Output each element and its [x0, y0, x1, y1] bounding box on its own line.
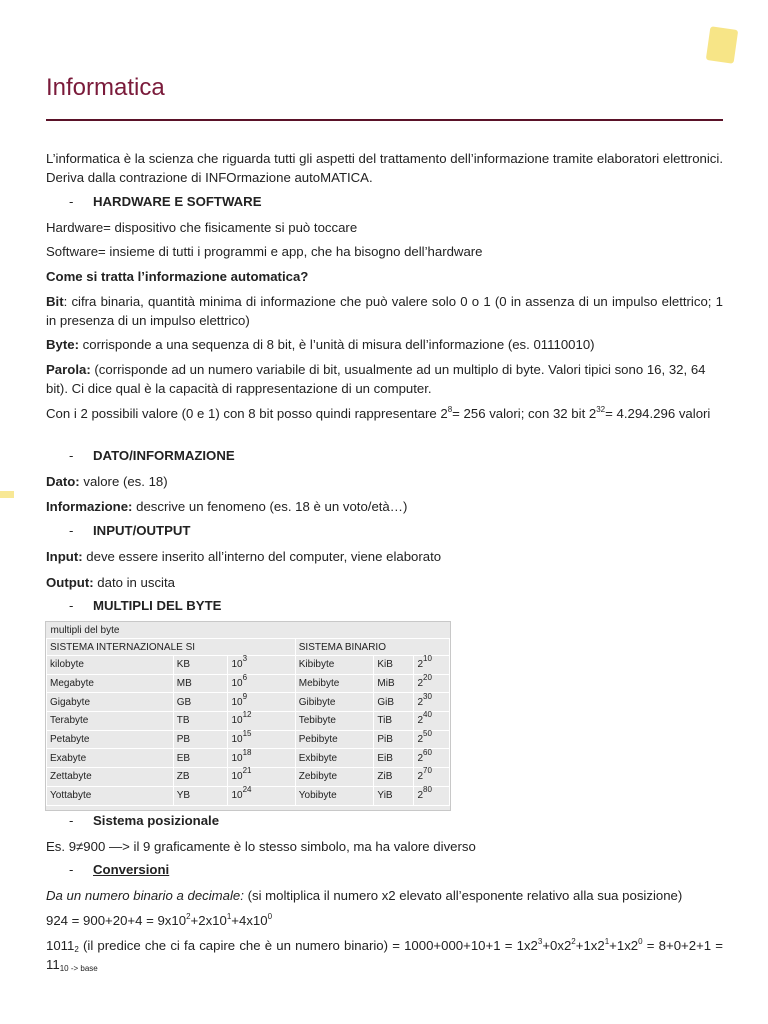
table-caption: multipli del byte — [50, 624, 120, 636]
binario-decimale-rule: Da un numero binario a decimale: (si moltiplica il numero x2 elevato all’esponente relativo alla sua posizione) — [46, 888, 683, 903]
table-row — [47, 749, 450, 768]
binary-unit-symbol: YiB — [374, 786, 414, 805]
unit-name: Megabyte — [47, 674, 174, 693]
byte-definition: Byte: corrisponde a una sequenza di 8 bit, è l’unità di misura dell’informazione (es. 01110010) — [46, 337, 595, 352]
binary-unit-symbol: KiB — [374, 656, 414, 675]
byte-multiples-table-image — [45, 621, 451, 811]
unit-name: Terabyte — [47, 712, 174, 731]
binary-unit-symbol: GiB — [374, 693, 414, 712]
equation-1011: $1011_2$ (il predice che ci fa capire che è un numero binario) = $1000+000+10+1 = 1x2^3+0x2^2+1x2^1+1x2^0 = 8+0+2+1 = 11_{10 -> base}$ — [46, 937, 723, 973]
unit-power: $10^{12}$ — [228, 712, 295, 731]
binary-unit-power: $2^{20}$ — [414, 674, 450, 693]
table-row — [47, 693, 450, 712]
heading-dato-informazione: DATO/INFORMAZIONE — [93, 448, 235, 463]
table-row — [47, 730, 450, 749]
unit-symbol: MB — [173, 674, 228, 693]
heading-multipli-byte: MULTIPLI DEL BYTE — [93, 598, 222, 613]
unit-symbol: PB — [173, 730, 228, 749]
table-row — [47, 786, 450, 805]
esempio-posizionale: Es. 9≠900 —> il 9 graficamente è lo stesso simbolo, ma ha valore diverso — [46, 839, 476, 854]
parola-definition: Parola: (corrisponde ad un numero variabile di bit, usualmente ad un multiplo di byte. Valori tipici sono 16, 32, 64 bit). Ci dice qual è la capacità di rappresentazione di un computer. — [46, 362, 706, 396]
binary-unit-power: $2^{10}$ — [414, 656, 450, 675]
page-title: Informatica — [46, 74, 165, 101]
binary-unit-symbol: EiB — [374, 749, 414, 768]
bullet-dash: - — [69, 813, 74, 828]
unit-name: Petabyte — [47, 730, 174, 749]
intro-paragraph: L’informatica è la scienza che riguarda tutti gli aspetti del trattamento dell’informazione tramite elaboratori elettronici. Deriva dalla contrazione di INFOrmazione autoMATICA. — [46, 151, 723, 185]
unit-power: $10^{15}$ — [228, 730, 295, 749]
binary-unit-name: Kibibyte — [295, 656, 374, 675]
unit-name: Yottabyte — [47, 786, 174, 805]
table-header-si: SISTEMA INTERNAZIONALE SI — [47, 639, 296, 656]
binary-unit-symbol: ZiB — [374, 768, 414, 787]
unit-power: $10^{24}$ — [228, 786, 295, 805]
unit-name: kilobyte — [47, 656, 174, 675]
table-row — [47, 768, 450, 787]
binary-unit-name: Gibibyte — [295, 693, 374, 712]
title-divider — [46, 119, 723, 121]
heading-input-output: INPUT/OUTPUT — [93, 523, 191, 538]
unit-power: $10^{18}$ — [228, 749, 295, 768]
unit-symbol: GB — [173, 693, 228, 712]
input-definition: Input: deve essere inserito all’interno del computer, viene elaborato — [46, 549, 442, 564]
dato-definition: Dato: valore (es. 18) — [46, 474, 168, 489]
bullet-dash: - — [69, 598, 74, 613]
software-definition: Software= insieme di tutti i programmi e app, che ha bisogno dell’hardware — [46, 244, 483, 259]
unit-power: $10^3$ — [228, 656, 295, 675]
binary-unit-power: $2^{80}$ — [414, 786, 450, 805]
binary-unit-power: $2^{30}$ — [414, 693, 450, 712]
valori-paragraph: Con i 2 possibili valore (0 e 1) con 8 bit posso quindi rappresentare $2^8= 256$ valori; con 32 bit $2^{32}= 4.294.296$ valori — [46, 405, 711, 421]
unit-power: $10^{21}$ — [228, 768, 295, 787]
heading-sistema-posizionale: Sistema posizionale — [93, 813, 220, 828]
yellow-note-tab — [706, 26, 738, 64]
unit-symbol: EB — [173, 749, 228, 768]
unit-power: $10^6$ — [228, 674, 295, 693]
informazione-definition: Informazione: descrive un fenomeno (es. 18 è un voto/età…) — [46, 499, 408, 514]
unit-name: Gigabyte — [47, 693, 174, 712]
binary-unit-name: Tebibyte — [295, 712, 374, 731]
heading-hardware-software: HARDWARE E SOFTWARE — [93, 194, 262, 209]
binary-unit-power: $2^{60}$ — [414, 749, 450, 768]
unit-name: Exabyte — [47, 749, 174, 768]
bullet-dash: - — [69, 523, 74, 538]
unit-symbol: KB — [173, 656, 228, 675]
binary-unit-name: Exbibyte — [295, 749, 374, 768]
yellow-note-mark — [0, 491, 14, 498]
byte-multiples-table — [46, 622, 450, 806]
binary-unit-power: $2^{50}$ — [414, 730, 450, 749]
binary-unit-power: $2^{70}$ — [414, 768, 450, 787]
table-header-binary: SISTEMA BINARIO — [295, 639, 449, 656]
bullet-dash: - — [69, 862, 74, 877]
binary-unit-symbol: PiB — [374, 730, 414, 749]
unit-symbol: YB — [173, 786, 228, 805]
binary-unit-symbol: MiB — [374, 674, 414, 693]
table-row — [47, 674, 450, 693]
binary-unit-power: $2^{40}$ — [414, 712, 450, 731]
bit-definition: Bit: cifra binaria, quantità minima di informazione che può valere solo 0 o 1 (0 in assenza di un impulso elettrico; 1 in presenza di un impulso elettrico) — [46, 294, 723, 328]
unit-symbol: ZB — [173, 768, 228, 787]
hardware-definition: Hardware= dispositivo che fisicamente si può toccare — [46, 220, 358, 235]
output-definition: Output: dato in uscita — [46, 575, 175, 590]
binary-unit-name: Mebibyte — [295, 674, 374, 693]
binary-unit-symbol: TiB — [374, 712, 414, 731]
equation-924: $924 = 900+20+4 = 9x10^2+2x10^1+4x10^0$ — [46, 912, 273, 928]
unit-name: Zettabyte — [47, 768, 174, 787]
binary-unit-name: Zebibyte — [295, 768, 374, 787]
binary-unit-name: Pebibyte — [295, 730, 374, 749]
table-row — [47, 712, 450, 731]
binary-unit-name: Yobibyte — [295, 786, 374, 805]
heading-conversioni: Conversioni — [93, 862, 170, 877]
bullet-dash: - — [69, 194, 74, 209]
unit-symbol: TB — [173, 712, 228, 731]
unit-power: $10^9$ — [228, 693, 295, 712]
question-heading: Come si tratta l’informazione automatica? — [46, 269, 309, 284]
table-row — [47, 656, 450, 675]
bullet-dash: - — [69, 448, 74, 463]
